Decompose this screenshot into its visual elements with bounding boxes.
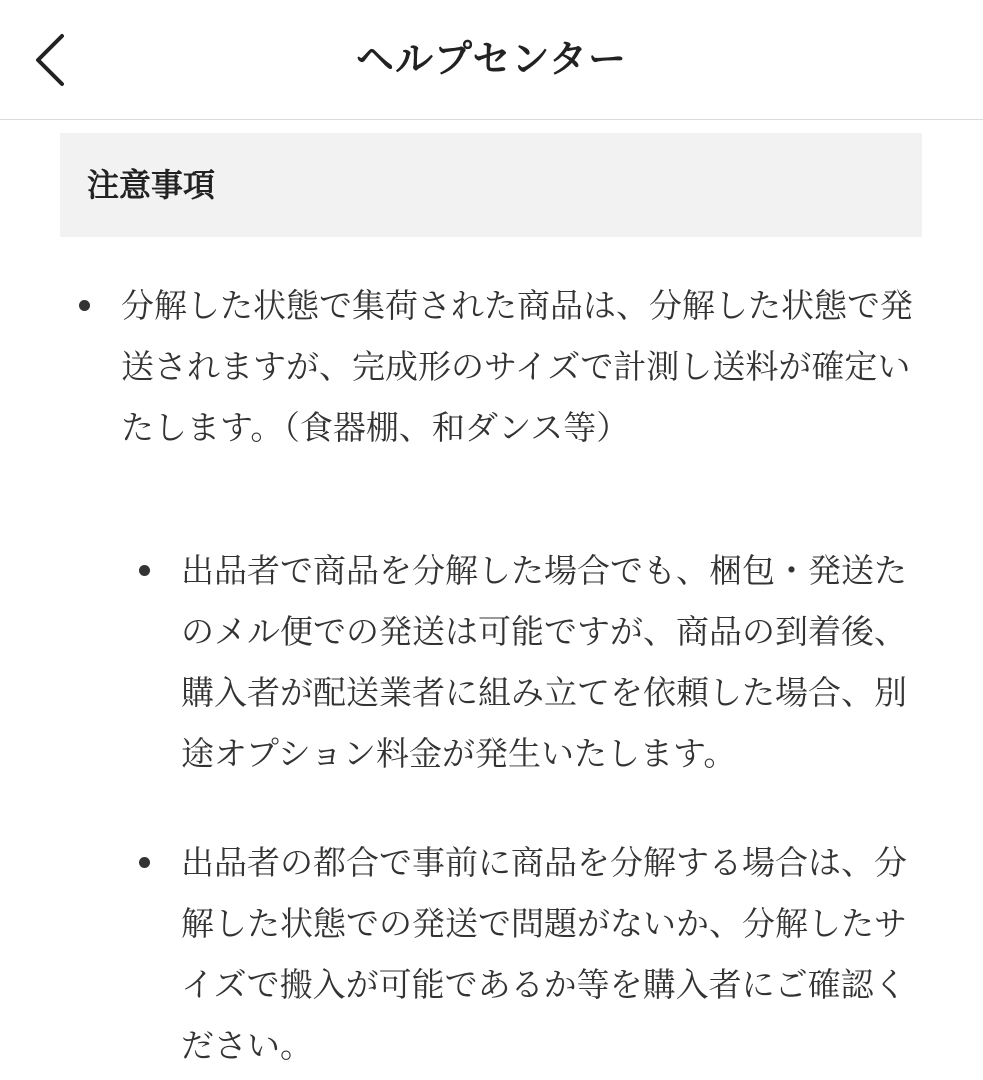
list-item-text: 分解した状態で集荷された商品は、分解した状態で発送されますが、完成形のサイズで計測し送料が確定いたします。（食器棚、和ダンス等）	[121, 286, 913, 447]
list-item-text: 出品者で商品を分解した場合でも、梱包・発送たのメル便での発送は可能ですが、商品の到着後、購入者が配送業者に組み立てを依頼した場合、別途オプション料金が発生いたします。	[181, 551, 907, 773]
list-item	[181, 540, 911, 784]
page-title: ヘルプセンター	[355, 37, 628, 81]
list-item	[121, 275, 921, 458]
list-item	[181, 832, 911, 1076]
bullet-icon	[139, 565, 150, 576]
bullet-icon	[79, 300, 90, 311]
header-bar	[0, 0, 983, 120]
list-item-text: 出品者の都合で事前に商品を分解する場合は、分解した状態での発送で問題がないか、分解したサイズで搬入が可能であるか等を購入者にご確認ください。	[181, 843, 907, 1065]
section-title: 注意事項	[87, 166, 216, 204]
bullet-icon	[139, 857, 150, 868]
section-header	[60, 133, 922, 237]
